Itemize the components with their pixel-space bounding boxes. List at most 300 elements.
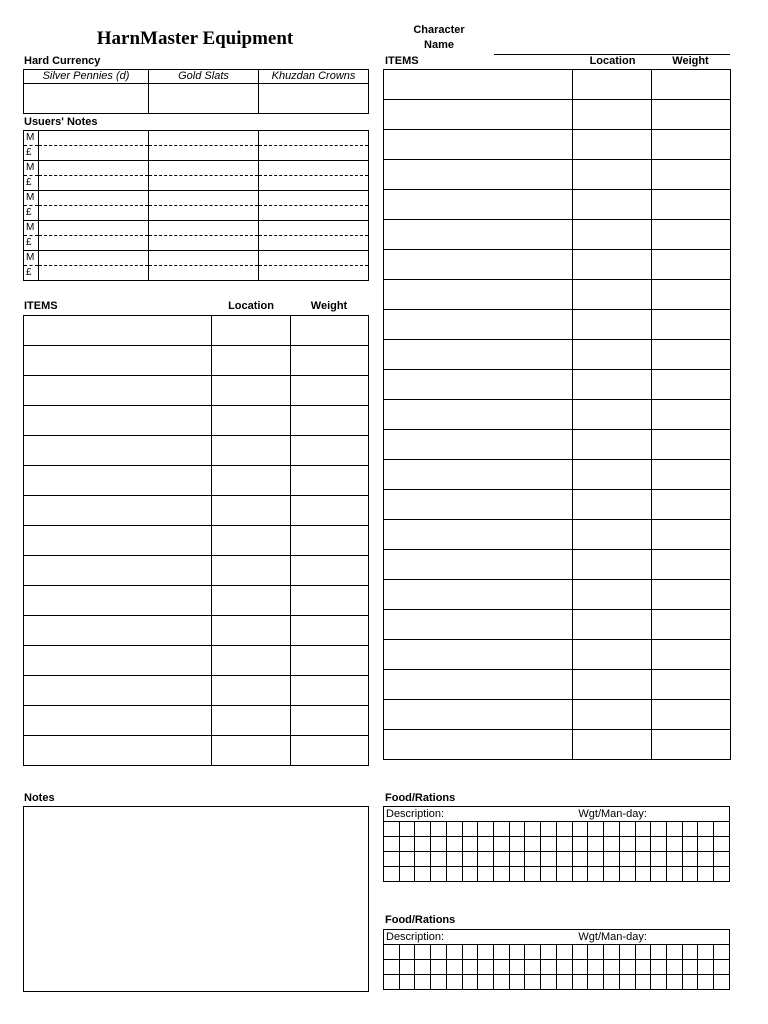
item-name-cell[interactable] (24, 316, 212, 346)
food-grid-cell[interactable] (682, 822, 698, 837)
item-location-cell[interactable] (212, 556, 291, 586)
food-grid-cell[interactable] (698, 867, 714, 882)
food-grid-cell[interactable] (384, 975, 400, 990)
item-weight-cell[interactable] (652, 520, 731, 550)
food-grid-cell[interactable] (651, 960, 667, 975)
item-location-cell[interactable] (212, 376, 291, 406)
food-grid-cell[interactable] (446, 945, 462, 960)
food-grid-cell[interactable] (698, 945, 714, 960)
food-grid-cell[interactable] (556, 822, 572, 837)
item-weight-cell[interactable] (652, 190, 731, 220)
food-grid-cell[interactable] (431, 960, 447, 975)
food-grid-cell[interactable] (714, 852, 730, 867)
food-grid-cell[interactable] (651, 837, 667, 852)
item-location-cell[interactable] (573, 400, 652, 430)
food-grid-cell[interactable] (588, 837, 604, 852)
food-grid-cell[interactable] (509, 822, 525, 837)
food-grid-cell[interactable] (509, 960, 525, 975)
food-grid-cell[interactable] (588, 975, 604, 990)
item-location-cell[interactable] (573, 640, 652, 670)
food-grid-cell[interactable] (556, 945, 572, 960)
food-grid-cell[interactable] (399, 867, 415, 882)
food-grid-cell[interactable] (399, 945, 415, 960)
item-weight-cell[interactable] (291, 526, 369, 556)
item-location-cell[interactable] (573, 670, 652, 700)
item-weight-cell[interactable] (652, 490, 731, 520)
food-grid-cell[interactable] (572, 945, 588, 960)
food-grid-cell[interactable] (666, 945, 682, 960)
food-grid-cell[interactable] (462, 960, 478, 975)
food-grid-cell[interactable] (604, 975, 620, 990)
item-weight-cell[interactable] (652, 460, 731, 490)
item-location-cell[interactable] (573, 340, 652, 370)
food-grid-cell[interactable] (714, 837, 730, 852)
item-weight-cell[interactable] (652, 340, 731, 370)
item-location-cell[interactable] (573, 490, 652, 520)
item-weight-cell[interactable] (291, 586, 369, 616)
item-location-cell[interactable] (573, 100, 652, 130)
food-grid-cell[interactable] (651, 867, 667, 882)
food-grid-cell[interactable] (541, 822, 557, 837)
food-grid-cell[interactable] (619, 945, 635, 960)
item-name-cell[interactable] (24, 706, 212, 736)
food-grid-cell[interactable] (572, 975, 588, 990)
item-weight-cell[interactable] (652, 280, 731, 310)
users-notes-cell[interactable] (39, 131, 149, 146)
food-grid-cell[interactable] (682, 960, 698, 975)
food-grid-cell[interactable] (572, 867, 588, 882)
item-name-cell[interactable] (24, 616, 212, 646)
food-grid-cell[interactable] (604, 822, 620, 837)
food-grid-cell[interactable] (588, 945, 604, 960)
food-grid-cell[interactable] (556, 852, 572, 867)
users-notes-cell[interactable] (149, 191, 259, 206)
food-grid-cell[interactable] (415, 822, 431, 837)
food-grid-cell[interactable] (525, 837, 541, 852)
food-grid-cell[interactable] (635, 837, 651, 852)
item-location-cell[interactable] (573, 700, 652, 730)
food-grid-cell[interactable] (588, 852, 604, 867)
food-grid-cell[interactable] (556, 975, 572, 990)
item-location-cell[interactable] (212, 586, 291, 616)
food-grid-cell[interactable] (478, 852, 494, 867)
item-name-cell[interactable] (384, 160, 573, 190)
food-grid-cell[interactable] (572, 852, 588, 867)
item-weight-cell[interactable] (291, 376, 369, 406)
food-grid-cell[interactable] (682, 867, 698, 882)
item-name-cell[interactable] (384, 430, 573, 460)
food-grid-cell[interactable] (666, 822, 682, 837)
food-grid-cell[interactable] (494, 867, 510, 882)
item-name-cell[interactable] (24, 676, 212, 706)
item-location-cell[interactable] (573, 310, 652, 340)
item-weight-cell[interactable] (652, 220, 731, 250)
food-grid-cell[interactable] (698, 975, 714, 990)
users-notes-cell[interactable] (39, 176, 149, 191)
item-weight-cell[interactable] (291, 616, 369, 646)
food-grid-cell[interactable] (714, 867, 730, 882)
item-location-cell[interactable] (573, 280, 652, 310)
food-grid-cell[interactable] (509, 852, 525, 867)
food-grid-cell[interactable] (698, 822, 714, 837)
food-grid-cell[interactable] (541, 975, 557, 990)
users-notes-cell[interactable] (259, 266, 369, 281)
item-weight-cell[interactable] (652, 160, 731, 190)
food-grid-cell[interactable] (415, 867, 431, 882)
food-grid-cell[interactable] (431, 852, 447, 867)
food-grid-cell[interactable] (698, 837, 714, 852)
food-grid-cell[interactable] (714, 960, 730, 975)
food-grid-cell[interactable] (666, 837, 682, 852)
food-grid-cell[interactable] (635, 852, 651, 867)
food-grid-cell[interactable] (478, 945, 494, 960)
food-grid-cell[interactable] (588, 867, 604, 882)
item-location-cell[interactable] (573, 730, 652, 760)
food-grid-cell[interactable] (619, 837, 635, 852)
item-location-cell[interactable] (212, 406, 291, 436)
food-grid-cell[interactable] (494, 822, 510, 837)
food-grid-cell[interactable] (494, 945, 510, 960)
food-grid-cell[interactable] (572, 960, 588, 975)
food-grid-cell[interactable] (635, 867, 651, 882)
food-grid-cell[interactable] (619, 975, 635, 990)
users-notes-cell[interactable] (259, 251, 369, 266)
item-name-cell[interactable] (384, 700, 573, 730)
users-notes-cell[interactable] (39, 236, 149, 251)
users-notes-cell[interactable] (39, 266, 149, 281)
food-grid-cell[interactable] (446, 960, 462, 975)
food-grid-cell[interactable] (415, 837, 431, 852)
users-notes-cell[interactable] (259, 236, 369, 251)
users-notes-cell[interactable] (39, 251, 149, 266)
item-weight-cell[interactable] (291, 496, 369, 526)
food-grid-cell[interactable] (635, 960, 651, 975)
food-grid-cell[interactable] (462, 852, 478, 867)
food-grid-cell[interactable] (446, 867, 462, 882)
food-grid-cell[interactable] (714, 975, 730, 990)
food-grid-cell[interactable] (604, 945, 620, 960)
users-notes-cell[interactable] (149, 161, 259, 176)
item-name-cell[interactable] (384, 310, 573, 340)
food-grid-cell[interactable] (556, 867, 572, 882)
users-notes-cell[interactable] (39, 206, 149, 221)
food-grid-cell[interactable] (541, 867, 557, 882)
item-name-cell[interactable] (384, 490, 573, 520)
food-grid-cell[interactable] (651, 945, 667, 960)
food-grid-cell[interactable] (651, 852, 667, 867)
food-grid-cell[interactable] (509, 945, 525, 960)
item-weight-cell[interactable] (652, 370, 731, 400)
users-notes-cell[interactable] (259, 191, 369, 206)
item-weight-cell[interactable] (291, 736, 369, 766)
users-notes-cell[interactable] (259, 176, 369, 191)
item-weight-cell[interactable] (291, 466, 369, 496)
food-grid-cell[interactable] (604, 852, 620, 867)
users-notes-cell[interactable] (39, 146, 149, 161)
users-notes-cell[interactable] (39, 161, 149, 176)
item-weight-cell[interactable] (652, 310, 731, 340)
food-grid-cell[interactable] (509, 975, 525, 990)
item-name-cell[interactable] (384, 220, 573, 250)
food-grid-cell[interactable] (588, 960, 604, 975)
food-grid-cell[interactable] (446, 975, 462, 990)
users-notes-cell[interactable] (259, 221, 369, 236)
food-grid-cell[interactable] (399, 852, 415, 867)
food-grid-cell[interactable] (431, 975, 447, 990)
food-grid-cell[interactable] (604, 867, 620, 882)
item-weight-cell[interactable] (652, 730, 731, 760)
item-location-cell[interactable] (573, 220, 652, 250)
item-location-cell[interactable] (573, 370, 652, 400)
item-location-cell[interactable] (212, 646, 291, 676)
food-grid-cell[interactable] (415, 945, 431, 960)
item-name-cell[interactable] (24, 406, 212, 436)
food-grid-cell[interactable] (509, 837, 525, 852)
item-location-cell[interactable] (573, 70, 652, 100)
food-grid-cell[interactable] (462, 867, 478, 882)
item-weight-cell[interactable] (652, 130, 731, 160)
food-grid-cell[interactable] (462, 975, 478, 990)
item-name-cell[interactable] (24, 646, 212, 676)
item-location-cell[interactable] (212, 616, 291, 646)
item-location-cell[interactable] (573, 610, 652, 640)
item-location-cell[interactable] (573, 250, 652, 280)
users-notes-cell[interactable] (39, 191, 149, 206)
food-grid-cell[interactable] (494, 852, 510, 867)
item-location-cell[interactable] (212, 526, 291, 556)
users-notes-cell[interactable] (149, 176, 259, 191)
food-grid-cell[interactable] (541, 960, 557, 975)
food-grid-cell[interactable] (509, 867, 525, 882)
food-grid-cell[interactable] (431, 945, 447, 960)
item-name-cell[interactable] (384, 280, 573, 310)
item-name-cell[interactable] (384, 70, 573, 100)
item-name-cell[interactable] (24, 466, 212, 496)
users-notes-cell[interactable] (149, 221, 259, 236)
item-location-cell[interactable] (573, 430, 652, 460)
item-location-cell[interactable] (212, 346, 291, 376)
item-location-cell[interactable] (573, 460, 652, 490)
food-grid-cell[interactable] (666, 975, 682, 990)
food-grid-cell[interactable] (384, 960, 400, 975)
food-grid-cell[interactable] (525, 975, 541, 990)
item-location-cell[interactable] (573, 190, 652, 220)
item-weight-cell[interactable] (652, 700, 731, 730)
users-notes-cell[interactable] (259, 206, 369, 221)
food-grid-cell[interactable] (384, 837, 400, 852)
food-grid-cell[interactable] (478, 837, 494, 852)
item-weight-cell[interactable] (652, 640, 731, 670)
food-grid-cell[interactable] (682, 975, 698, 990)
food-grid-cell[interactable] (399, 960, 415, 975)
item-weight-cell[interactable] (652, 610, 731, 640)
item-name-cell[interactable] (24, 556, 212, 586)
item-name-cell[interactable] (384, 610, 573, 640)
food-grid-cell[interactable] (635, 945, 651, 960)
food-grid-cell[interactable] (415, 852, 431, 867)
notes-box[interactable] (23, 806, 369, 992)
users-notes-cell[interactable] (149, 236, 259, 251)
item-name-cell[interactable] (24, 376, 212, 406)
item-location-cell[interactable] (212, 676, 291, 706)
food-grid-cell[interactable] (682, 852, 698, 867)
item-weight-cell[interactable] (291, 346, 369, 376)
users-notes-cell[interactable] (259, 146, 369, 161)
users-notes-cell[interactable] (149, 146, 259, 161)
item-weight-cell[interactable] (652, 670, 731, 700)
food-grid-cell[interactable] (525, 960, 541, 975)
food-grid-cell[interactable] (431, 867, 447, 882)
food-grid-cell[interactable] (478, 960, 494, 975)
item-weight-cell[interactable] (652, 580, 731, 610)
users-notes-cell[interactable] (149, 131, 259, 146)
food-grid-cell[interactable] (446, 822, 462, 837)
item-name-cell[interactable] (384, 370, 573, 400)
users-notes-cell[interactable] (39, 221, 149, 236)
food-grid-cell[interactable] (666, 867, 682, 882)
item-name-cell[interactable] (384, 730, 573, 760)
item-name-cell[interactable] (384, 190, 573, 220)
item-weight-cell[interactable] (652, 70, 731, 100)
item-name-cell[interactable] (384, 580, 573, 610)
currency-silver-field[interactable] (24, 84, 149, 114)
food-grid-cell[interactable] (431, 822, 447, 837)
item-name-cell[interactable] (384, 460, 573, 490)
food-grid-cell[interactable] (635, 975, 651, 990)
users-notes-cell[interactable] (259, 131, 369, 146)
food-grid-cell[interactable] (384, 822, 400, 837)
item-weight-cell[interactable] (652, 400, 731, 430)
food-grid-cell[interactable] (446, 852, 462, 867)
item-weight-cell[interactable] (291, 676, 369, 706)
food-grid-cell[interactable] (399, 975, 415, 990)
users-notes-cell[interactable] (149, 206, 259, 221)
item-name-cell[interactable] (384, 340, 573, 370)
food-grid-cell[interactable] (714, 945, 730, 960)
item-name-cell[interactable] (24, 346, 212, 376)
item-name-cell[interactable] (384, 100, 573, 130)
currency-khuzdan-field[interactable] (259, 84, 369, 114)
food-grid-cell[interactable] (494, 975, 510, 990)
users-notes-cell[interactable] (149, 266, 259, 281)
food-grid-cell[interactable] (698, 852, 714, 867)
food-grid-cell[interactable] (604, 837, 620, 852)
item-location-cell[interactable] (573, 130, 652, 160)
food-grid-cell[interactable] (651, 975, 667, 990)
food-grid-cell[interactable] (682, 837, 698, 852)
food-grid-cell[interactable] (478, 867, 494, 882)
item-location-cell[interactable] (573, 520, 652, 550)
food-grid-cell[interactable] (698, 960, 714, 975)
food-grid-cell[interactable] (431, 837, 447, 852)
item-weight-cell[interactable] (652, 100, 731, 130)
item-location-cell[interactable] (212, 706, 291, 736)
food-grid-cell[interactable] (556, 960, 572, 975)
food-grid-cell[interactable] (415, 960, 431, 975)
food-grid-cell[interactable] (682, 945, 698, 960)
food-grid-cell[interactable] (384, 852, 400, 867)
food-grid-cell[interactable] (541, 945, 557, 960)
item-weight-cell[interactable] (652, 250, 731, 280)
food-grid-cell[interactable] (541, 837, 557, 852)
food-grid-cell[interactable] (478, 975, 494, 990)
food-grid-cell[interactable] (494, 960, 510, 975)
item-location-cell[interactable] (212, 736, 291, 766)
item-location-cell[interactable] (212, 496, 291, 526)
currency-gold-field[interactable] (149, 84, 259, 114)
food-grid-cell[interactable] (619, 852, 635, 867)
food-grid-cell[interactable] (714, 822, 730, 837)
food-grid-cell[interactable] (415, 975, 431, 990)
item-name-cell[interactable] (384, 640, 573, 670)
item-name-cell[interactable] (384, 130, 573, 160)
food-grid-cell[interactable] (588, 822, 604, 837)
food-grid-cell[interactable] (384, 867, 400, 882)
users-notes-cell[interactable] (259, 161, 369, 176)
item-name-cell[interactable] (24, 436, 212, 466)
item-name-cell[interactable] (24, 496, 212, 526)
food-grid-cell[interactable] (494, 837, 510, 852)
item-location-cell[interactable] (212, 316, 291, 346)
food-grid-cell[interactable] (572, 837, 588, 852)
food-grid-cell[interactable] (666, 852, 682, 867)
item-weight-cell[interactable] (652, 550, 731, 580)
food-grid-cell[interactable] (446, 837, 462, 852)
food-grid-cell[interactable] (525, 945, 541, 960)
food-grid-cell[interactable] (462, 837, 478, 852)
item-location-cell[interactable] (212, 466, 291, 496)
item-weight-cell[interactable] (291, 646, 369, 676)
item-location-cell[interactable] (573, 580, 652, 610)
food-grid-cell[interactable] (619, 822, 635, 837)
item-name-cell[interactable] (24, 526, 212, 556)
food-grid-cell[interactable] (384, 945, 400, 960)
food-grid-cell[interactable] (651, 822, 667, 837)
food-grid-cell[interactable] (666, 960, 682, 975)
item-location-cell[interactable] (573, 160, 652, 190)
food-grid-cell[interactable] (572, 822, 588, 837)
food-grid-cell[interactable] (619, 867, 635, 882)
item-weight-cell[interactable] (291, 406, 369, 436)
users-notes-cell[interactable] (149, 251, 259, 266)
item-location-cell[interactable] (573, 550, 652, 580)
food-grid-cell[interactable] (619, 960, 635, 975)
food-grid-cell[interactable] (635, 822, 651, 837)
food-grid-cell[interactable] (556, 837, 572, 852)
item-name-cell[interactable] (24, 586, 212, 616)
item-name-cell[interactable] (384, 550, 573, 580)
item-name-cell[interactable] (24, 736, 212, 766)
item-weight-cell[interactable] (291, 706, 369, 736)
food-grid-cell[interactable] (525, 852, 541, 867)
food-grid-cell[interactable] (525, 822, 541, 837)
food-grid-cell[interactable] (478, 822, 494, 837)
food-grid-cell[interactable] (399, 822, 415, 837)
food-grid-cell[interactable] (399, 837, 415, 852)
item-location-cell[interactable] (212, 436, 291, 466)
item-name-cell[interactable] (384, 400, 573, 430)
item-weight-cell[interactable] (291, 316, 369, 346)
food-grid-cell[interactable] (541, 852, 557, 867)
food-grid-cell[interactable] (462, 945, 478, 960)
food-grid-cell[interactable] (525, 867, 541, 882)
item-name-cell[interactable] (384, 670, 573, 700)
food-grid-cell[interactable] (462, 822, 478, 837)
item-weight-cell[interactable] (291, 556, 369, 586)
item-weight-cell[interactable] (652, 430, 731, 460)
item-name-cell[interactable] (384, 250, 573, 280)
food-grid-cell[interactable] (604, 960, 620, 975)
